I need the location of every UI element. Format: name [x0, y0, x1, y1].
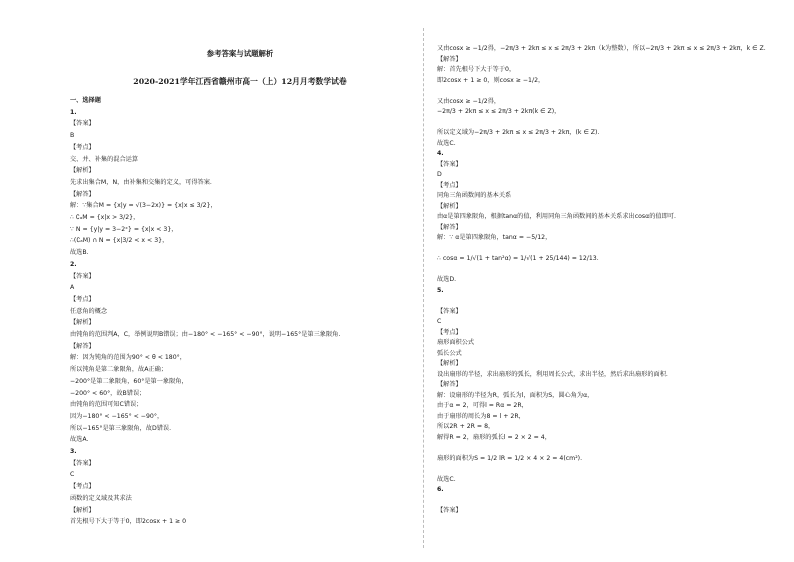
left-line: 一、选择题: [70, 97, 101, 104]
left-line: 先求出集合M，N，由补集和交集的定义，可得答案.: [70, 178, 212, 186]
right-line: 4.: [437, 150, 444, 157]
left-line: A: [70, 284, 75, 292]
left-line: 任意角的概念: [70, 307, 108, 315]
left-line: 由钝角的范围判A，C，举例说明B错误；由−180° < −165° < −90°，说明−165°是第三象限角.: [70, 331, 341, 338]
right-line: 【答案】: [437, 507, 462, 514]
left-line: 【答案】: [70, 120, 95, 128]
right-line: C: [437, 318, 442, 325]
right-line: 【解析】: [437, 360, 462, 367]
right-line: 扇形面积公式: [437, 339, 475, 346]
right-line: 解：∵ α是第四象限角，tanα = −5/12，: [437, 234, 552, 241]
left-line: 【解析】: [70, 167, 95, 175]
right-line: 【考点】: [437, 328, 462, 336]
left-line: 由钝角的范围可知C错误；: [70, 401, 143, 409]
left-line: 【解析】: [70, 506, 95, 514]
right-line: 设出扇形的半径，求出扇形的弧长，利用周长公式，求出半径，然后求出扇形的面积.: [437, 370, 668, 378]
right-line: 扇形的面积为S = 1/2 lR = 1/2 × 4 × 2 = 4(cm²).: [437, 454, 583, 462]
left-line: 函数的定义域及其求法: [70, 494, 132, 502]
left-line: ∵ N = {y|y = 3−2ˣ} = {x|x < 3}，: [70, 225, 178, 233]
left-line: B: [70, 132, 75, 140]
left-line: 首先根号下大于等于0，即2cosx + 1 ≥ 0: [70, 518, 187, 526]
left-line: 所以钝角是第二象限角，故A正确；: [70, 366, 168, 374]
left-line: 【答案】: [70, 459, 95, 467]
right-line: 由α是第四象限角，根据tanα的值，利用同角三角函数间的基本关系求出cosα的值即可.: [437, 213, 676, 220]
right-line: 由于α = 2，可得l = Rα = 2R，: [437, 402, 528, 409]
left-line: 因为−180° < −165° < −90°，: [70, 412, 164, 420]
left-line: 3.: [70, 448, 77, 455]
right-line: ∴ cosα = 1/√(1 + tan²α) = 1/√(1 + 25/144) = 12/13.: [437, 255, 599, 262]
right-line: 解：设扇形的半径为R，弧长为l，面积为S，圆心角为α，: [437, 391, 594, 399]
right-line: 由于扇形的周长为8 = l + 2R，: [437, 412, 525, 420]
left-line: 【解答】: [70, 190, 95, 198]
right-line: 【考点】: [437, 181, 462, 189]
left-line: C: [70, 471, 75, 479]
left-line: 【考点】: [70, 483, 95, 491]
right-line: 即2cosx + 1 ≥ 0，则cosx ≥ −1/2，: [437, 76, 545, 84]
right-line: 解：首先根号下大于等于0，: [437, 66, 516, 73]
left-line: 1.: [70, 108, 77, 116]
right-line: 所以定义域为−2π/3 + 2kπ ≤ x ≤ 2π/3 + 2kπ，(k ∈ Z).: [437, 129, 600, 136]
left-line: 2.: [70, 260, 77, 268]
right-line: 又由cosx ≥ −1/2得，: [437, 97, 501, 105]
right-line: 又由cosx ≥ −1/2得，−2π/3 + 2kπ ≤ x ≤ 2π/3 + 2kπ（k为整数），所以−2π/3 + 2kπ ≤ x ≤ 2π/3 + 2kπ，k ∈ Z.: [437, 45, 766, 52]
left-line: −200° < 60°，故B错误；: [70, 389, 146, 397]
right-line: −2π/3 + 2kπ ≤ x ≤ 2π/3 + 2kπ(k ∈ Z)，: [437, 108, 561, 115]
right-line: 同角三角函数间的基本关系: [437, 192, 512, 199]
left-line: 【解答】: [70, 342, 95, 350]
left-line: 故选B.: [70, 249, 89, 257]
left-line: ∴ ∁ₐM = {x|x > 3/2}，: [70, 214, 140, 221]
column-divider: [423, 28, 424, 548]
left-line: ∴(∁ₐM) ∩ N = {x|3/2 < x < 3}，: [70, 237, 169, 245]
right-line: 弧长公式: [437, 349, 462, 357]
right-line: 【解答】: [437, 223, 462, 231]
left-line: 【考点】: [70, 295, 95, 303]
right-line: D: [437, 171, 442, 178]
left-line: 【答案】: [70, 272, 95, 280]
left-line: −200°是第二象限角，60°是第一象限角，: [70, 377, 188, 385]
left-line: 所以−165°是第三象限角，故D错误.: [70, 424, 172, 432]
right-line: 6.: [437, 486, 444, 493]
right-line: 【答案】: [437, 307, 462, 315]
doc-subtitle: 2020-2021学年江西省赣州市高一（上）12月月考数学试卷: [133, 77, 347, 86]
right-line: 故选C.: [437, 475, 456, 483]
right-line: 【解答】: [437, 381, 462, 388]
right-line: 【答案】: [437, 160, 462, 168]
right-line: 解得R = 2，扇形的弧长l = 2 × 2 = 4，: [437, 433, 551, 441]
left-line: 解：∵集合M = {x|y = √(3−2x)} = {x|x ≤ 3/2}，: [70, 202, 217, 210]
right-line: 【解析】: [437, 202, 462, 210]
left-line: 交、并、补集的混合运算: [70, 155, 139, 163]
left-line: 解：因为钝角的范围为90° < θ < 180°，: [70, 354, 186, 362]
right-line: 所以2R + 2R = 8，: [437, 423, 495, 430]
right-line: 故选C.: [437, 139, 456, 147]
doc-title: 参考答案与试题解析: [206, 49, 274, 58]
left-line: 【考点】: [70, 143, 95, 151]
right-line: 故选D.: [437, 276, 457, 283]
right-line: 【解答】: [437, 55, 462, 63]
left-line: 【解析】: [70, 319, 95, 327]
right-line: 5.: [437, 286, 444, 294]
left-line: 故选A.: [70, 436, 89, 444]
